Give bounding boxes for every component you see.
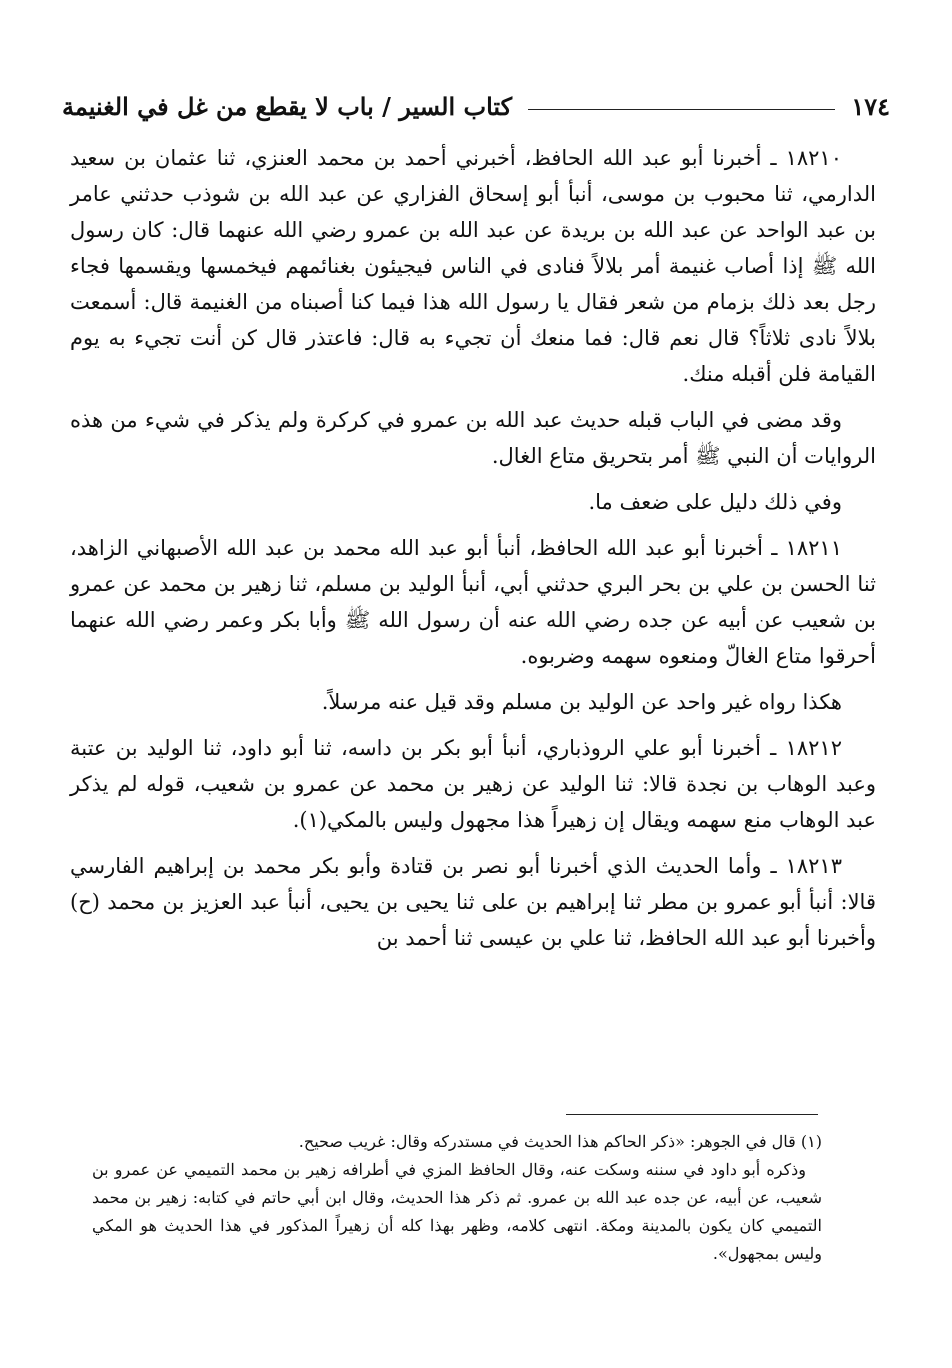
paragraph-hadith-18212: ١٨٢١٢ ـ أخبرنا أبو علي الروذباري، أنبأ أبو بكر بن داسه، ثنا أبو داود، ثنا الوليد بن عتبة وعبد الوهاب بن نجدة قالا: ثنا الوليد عن زهير بن محمد عن عمرو بن شعيب، قوله لم يذكر عبد الوهاب منع سهمه ويقال إن زهيراً هذا مجهول وليس بالمكي(١). xyxy=(70,736,876,832)
running-title: كتاب السير / باب لا يقطع من غل في الغنيمة xyxy=(62,91,513,121)
footnote-section xyxy=(92,1128,822,1268)
paragraph-hadith-18213: ١٨٢١٣ ـ وأما الحديث الذي أخبرنا أبو نصر بن قتادة وأبو بكر محمد بن إبراهيم الفارسي قالا: أنبأ أبو عمرو بن مطر ثنا إبراهيم بن على ثنا يحيى بن يحيى، أنبأ عبد العزيز بن محمد (ح) وأخبرنا أبو عبد الله الحافظ، ثنا علي بن عيسى ثنا أحمد بن xyxy=(70,854,876,950)
footnote-separator xyxy=(566,1114,818,1115)
header-rule xyxy=(528,109,835,110)
footnote-1-continuation: وذكره أبو داود في سننه وسكت عنه، وقال الحافظ المزي في أطرافه زهير بن محمد التميمي عن عمرو بن شعيب، عن أبيه، عن جده عبد الله بن عمرو. ثم ذكر هذا الحديث، وقال ابن أبي حاتم في كتابه: زهير بن محمد التميمي كان يكون بالمدينة ومكة. انتهى كلامه، وظهر بهذا كله أن زهيراً المذكور في هذا الحديث هو المكي وليس بمجهول». xyxy=(92,1160,823,1263)
page-header xyxy=(62,86,890,126)
paragraph-hadith-18210: ١٨٢١٠ ـ أخبرنا أبو عبد الله الحافظ، أخبرني أحمد بن محمد العنزي، ثنا عثمان بن سعيد الدارمي، ثنا محبوب بن موسى، أنبأ أبو إسحاق الفزاري عن عبد الله بن شوذب حدثني عامر بن عبد الواحد عن عبد الله بن بريدة عن عبد الله بن عمرو رضي الله عنهما قال: كان رسول الله ﷺ إذا أصاب غنيمة أمر بلالاً فنادى في الناس فيجيئون بغنائمهم فيخمسها ويقسمها فجاء رجل بعد ذلك بزمام من شعر فقال يا رسول الله هذا فيما كنا أصبناه من الغنيمة قال: أسمعت بلالاً نادى ثلاثاً؟ قال نعم قال: فما منعك أن تجيء به قال: فاعتذر قال كن أنت تجيء به يوم القيامة فلن أقبله منك. xyxy=(70,146,876,386)
page-number: ١٧٤ xyxy=(851,91,890,121)
paragraph-commentary-3: هكذا رواه غير واحد عن الوليد بن مسلم وقد قيل عنه مرسلاً. xyxy=(321,690,842,714)
paragraph-hadith-18211: ١٨٢١١ ـ أخبرنا أبو عبد الله الحافظ، أنبأ أبو عبد الله محمد بن عبد الله الأصبهاني الزاهد، ثنا الحسن بن علي بن بحر البري حدثني أبي، أنبأ الوليد بن مسلم، ثنا زهير بن محمد عن عمرو بن شعيب عن أبيه عن جده رضي الله عنه أن رسول الله ﷺ وأبا بكر وعمر رضي الله عنهما أحرقوا متاع الغالّ ومنعوه سهمه وضربوه. xyxy=(70,536,876,668)
paragraph-commentary-2: وفي ذلك دليل على ضعف ما. xyxy=(588,490,842,514)
footnote-1: (١) قال في الجوهر: «ذكر الحاكم هذا الحديث في مستدركه وقال: غريب صحيح. xyxy=(298,1132,822,1151)
paragraph-commentary-1: وقد مضى في الباب قبله حديث عبد الله بن عمرو في كركرة ولم يذكر في شيء من هذه الروايات أن النبي ﷺ أمر بتحريق متاع الغال. xyxy=(70,408,876,468)
main-text xyxy=(70,140,876,966)
